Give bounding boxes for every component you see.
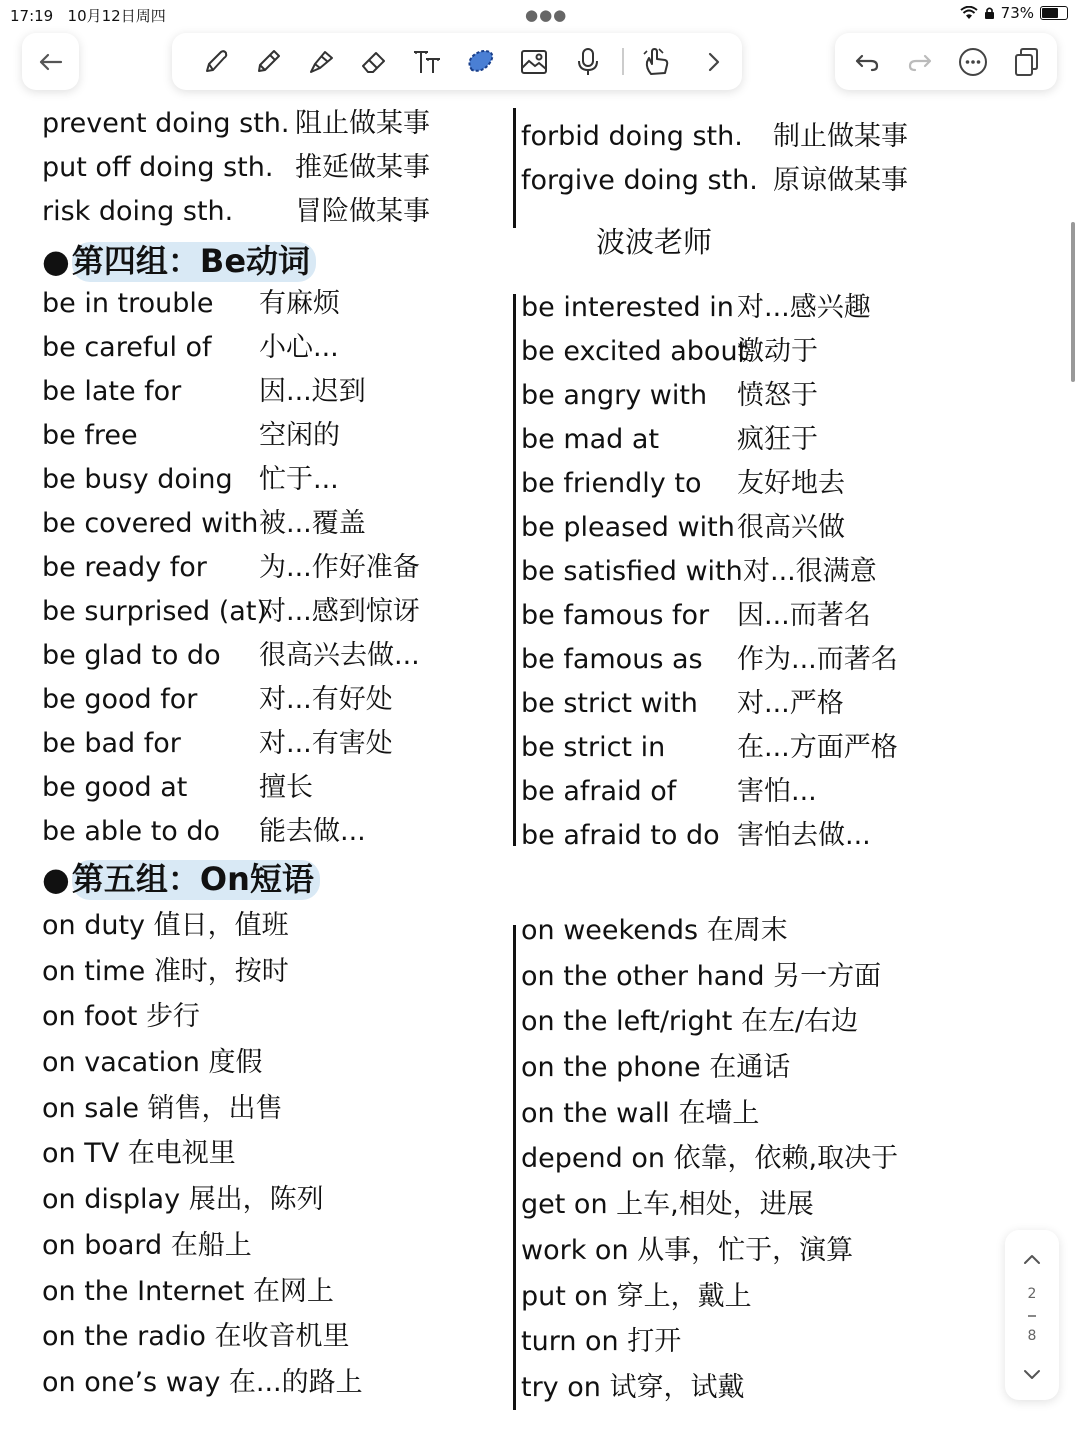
redo-button[interactable] [900,33,940,90]
phrase-cn: 很高兴去做... [259,640,420,671]
previous-page-button[interactable] [1016,1244,1048,1276]
list-item [42,903,363,949]
phrase-en: on display [42,1184,181,1216]
phrase-cn: 小心... [259,332,339,363]
group5-left-list [42,903,363,1406]
author-note: 波波老师 [596,225,713,259]
phrase-en: be afraid of [521,776,677,807]
list-item [42,282,340,326]
lock-rotation-icon [984,6,995,20]
list-item [42,146,430,190]
list-item [42,1269,363,1315]
list-item [42,810,366,854]
phrase-en: on the wall [521,1097,670,1129]
multitask-dots-icon[interactable]: ●●● [525,6,568,24]
phrase-en: be famous for [521,600,710,631]
phrase-en: be afraid to do [521,820,720,851]
phrase-cn: 冒险做某事 [295,196,430,227]
phrase-en: be friendly to [521,468,702,499]
list-item [42,949,363,995]
phrase-en: be good at [42,772,188,803]
list-item [521,908,898,954]
text-tool-icon [411,46,443,78]
phrase-cn: 在墙上 [678,1097,760,1129]
group4-title: 第四组：Be动词 [72,242,316,282]
phrase-cn: 在...方面严格 [737,732,898,763]
list-item [42,678,393,722]
phrase-cn: 对...很满意 [743,556,877,587]
page-navigator [1005,1230,1059,1400]
phrase-cn: 有麻烦 [259,288,340,319]
more-icon [957,46,989,78]
more-button[interactable] [953,33,993,90]
phrase-en: be good for [42,684,198,715]
list-item [521,1319,898,1365]
phrase-cn: 在左/右边 [740,1006,859,1038]
phrase-en: be strict in [521,732,666,763]
phrase-cn: 在船上 [170,1229,252,1261]
phrase-en: be interested in [521,292,734,323]
phrase-en: on TV [42,1138,120,1170]
list-item [42,1086,363,1132]
phrase-cn: 很高兴做 [737,512,845,543]
status-time: 17:19 [10,7,54,25]
phrase-en: be able to do [42,816,221,847]
finger-draw-button[interactable] [637,33,677,90]
list-item [521,726,898,770]
chevron-right-icon [698,46,730,78]
list-item [42,1223,363,1269]
phrase-en: on the phone [521,1052,701,1084]
top-left-list [42,102,430,234]
list-item [521,638,898,682]
list-item [42,590,420,634]
phrase-en: on the Internet [42,1275,245,1307]
group4-heading: ●第四组：Be动词 [42,236,316,282]
top-right-list [521,115,908,203]
pen-tool-button[interactable] [196,33,236,90]
phrase-cn: 依靠，依赖,取决于 [673,1143,899,1175]
status-bar [0,0,1080,28]
list-item [42,994,363,1040]
undo-icon [851,46,883,78]
phrase-cn: 友好地去 [737,468,845,499]
list-item [521,1182,898,1228]
list-item [42,1040,363,1086]
phrase-cn: 愤怒于 [737,380,818,411]
phrase-cn: 因...而著名 [737,600,871,631]
wifi-icon [960,6,978,20]
phrase-en: be strict with [521,688,698,719]
phrase-en: on time [42,955,146,987]
phrase-cn: 准时，按时 [153,955,289,987]
list-item [42,766,313,810]
group5-heading: ●第五组：On短语 [42,854,320,900]
phrase-en: be glad to do [42,640,221,671]
phrase-cn: 穿上，戴上 [616,1280,752,1312]
phrase-en: put off doing sth. [42,152,274,183]
more-tools-button[interactable] [694,33,734,90]
list-item [521,682,844,726]
phrase-en: prevent doing sth. [42,108,290,139]
phrase-cn: 疯狂于 [737,424,818,455]
image-tool-button[interactable] [514,33,554,90]
back-arrow-icon [35,46,67,78]
group4-right-list [521,286,898,858]
phrase-cn: 对...感兴趣 [737,292,871,323]
phrase-cn: 打开 [627,1326,682,1358]
current-page-number: 2 [1027,1286,1037,1302]
highlighter-tool-button[interactable] [301,33,341,90]
list-item [521,550,877,594]
phrase-cn: 在...的路上 [228,1366,363,1398]
back-button[interactable] [22,33,79,90]
phrase-en: be surprised (at) [42,596,267,627]
phrase-en: try on [521,1371,601,1403]
microphone-icon [572,46,604,78]
status-time-date [10,5,166,26]
phrase-en: be mad at [521,424,660,455]
list-item [42,1360,363,1406]
phrase-cn: 另一方面 [773,960,882,992]
drawing-toolbar [172,33,742,90]
phrase-en: get on [521,1189,608,1221]
list-item [42,546,420,590]
phrase-cn: 害怕去做... [737,820,871,851]
handwritten-divider [513,108,516,228]
eraser-tool-button[interactable] [354,33,394,90]
list-item [42,634,420,678]
battery-icon [1040,6,1068,20]
handwritten-divider [513,925,516,1410]
phrase-en: forgive doing sth. [521,165,758,196]
phrase-en: be free [42,420,138,451]
phrase-en: put on [521,1280,609,1312]
phrase-cn: 对...有好处 [259,684,393,715]
phrase-cn: 推延做某事 [295,152,430,183]
phrase-cn: 展出，陈列 [188,1184,324,1216]
list-item [521,594,871,638]
phrase-en: be satisfied with [521,556,743,587]
scroll-indicator[interactable] [1071,222,1075,382]
list-item [521,770,817,814]
list-item [521,1136,898,1182]
phrase-cn: 步行 [145,1001,200,1033]
phrase-en: on sale [42,1092,139,1124]
list-item [42,414,340,458]
pen-icon [200,46,232,78]
list-item [521,418,818,462]
phrase-en: be excited about [521,336,749,367]
phrase-cn: 为...作好准备 [259,552,420,583]
phrase-cn: 原谅做某事 [773,165,908,196]
list-item [42,370,366,414]
lasso-icon [464,46,496,78]
pencil-icon [252,46,284,78]
phrase-cn: 在网上 [252,1275,334,1307]
list-item [42,1314,363,1360]
back-card [22,33,79,90]
phrase-cn: 对...严格 [737,688,844,719]
phrase-cn: 害怕... [737,776,817,807]
list-item [521,1091,898,1137]
phrase-en: on weekends [521,915,699,946]
phrase-en: on vacation [42,1047,200,1079]
phrase-en: be in trouble [42,288,214,319]
phrase-en: be covered with [42,508,259,539]
list-item [521,1045,898,1091]
status-date: 10月12日周四 [67,7,166,25]
list-item [42,1177,363,1223]
phrase-en: be ready for [42,552,207,583]
list-item [521,286,871,330]
battery-fill [1042,8,1058,18]
phrase-en: be angry with [521,380,708,411]
phrase-en: on the radio [42,1321,206,1353]
phrase-cn: 空闲的 [259,420,340,451]
list-item [521,330,818,374]
list-item [521,159,908,203]
list-item [521,374,818,418]
phrase-en: forbid doing sth. [521,121,743,152]
battery-percent: 73% [1000,4,1034,22]
status-right [960,4,1068,22]
chevron-up-icon [1016,1244,1048,1276]
phrase-en: be busy doing [42,464,233,495]
text-tool-button[interactable] [407,33,447,90]
list-item [521,999,898,1045]
handwritten-divider [513,294,516,846]
phrase-cn: 因...迟到 [259,376,366,407]
list-item [42,722,393,766]
phrase-cn: 在通话 [709,1052,791,1084]
phrase-cn: 擅长 [259,772,313,803]
next-page-button[interactable] [1016,1358,1048,1390]
phrase-cn: 在周末 [706,915,788,946]
highlighter-icon [305,46,337,78]
list-item [521,954,898,1000]
phrase-cn: 销售，出售 [147,1092,283,1124]
phrase-cn: 忙于... [259,464,339,495]
phrase-en: be careful of [42,332,212,363]
phrase-en: on foot [42,1001,138,1033]
phrase-cn: 对...有害处 [259,728,393,759]
phrase-cn: 从事，忙于，演算 [637,1234,854,1266]
pencil-tool-button[interactable] [248,33,288,90]
page-divider [1028,1315,1036,1317]
list-item [521,115,908,159]
phrase-cn: 度假 [208,1047,263,1079]
list-item [521,462,845,506]
phrase-cn: 值日，值班 [153,910,289,941]
list-item [42,190,430,234]
phrase-cn: 在电视里 [127,1138,236,1170]
phrase-en: on the left/right [521,1006,733,1038]
phrase-cn: 对...感到惊讶 [259,596,420,627]
phrase-en: on the other hand [521,960,765,992]
phrase-cn: 上车,相处，进展 [616,1189,814,1221]
undo-button[interactable] [847,33,887,90]
list-item [42,102,430,146]
record-tool-button[interactable] [568,33,608,90]
chevron-down-icon [1016,1358,1048,1390]
toolbar-divider [622,48,624,75]
list-item [42,458,339,502]
phrase-en: be famous as [521,644,703,675]
phrase-cn: 作为...而著名 [737,644,898,675]
total-pages-number: 8 [1027,1328,1037,1344]
phrase-en: risk doing sth. [42,196,234,227]
eraser-icon [358,46,390,78]
phrase-en: depend on [521,1143,665,1175]
phrase-en: on duty [42,910,146,941]
list-item [521,1228,898,1274]
phrase-cn: 阻止做某事 [295,108,430,139]
list-item [521,1365,898,1411]
phrase-cn: 制止做某事 [773,121,908,152]
phrase-en: work on [521,1234,629,1266]
finger-draw-icon [641,46,673,78]
group4-left-list [42,282,420,854]
phrase-en: be late for [42,376,182,407]
phrase-cn: 试穿，试戴 [609,1371,745,1403]
list-item [521,814,871,858]
list-item [42,326,339,370]
lasso-tool-button[interactable] [460,33,500,90]
group5-title: 第五组：On短语 [72,860,320,900]
phrase-cn: 激动于 [737,336,818,367]
phrase-en: turn on [521,1326,619,1358]
list-item [521,1274,898,1320]
phrase-en: on one’s way [42,1366,221,1398]
image-icon [518,46,550,78]
pages-icon [1010,46,1042,78]
group5-right-list [521,908,898,1411]
phrase-cn: 被...覆盖 [259,508,366,539]
phrase-en: be bad for [42,728,181,759]
actions-toolbar [835,33,1057,90]
list-item [42,1131,363,1177]
list-item [42,502,366,546]
phrase-cn: 能去做... [259,816,366,847]
phrase-en: be pleased with [521,512,735,543]
list-item [521,506,845,550]
redo-icon [904,46,936,78]
pages-button[interactable] [1006,33,1046,90]
phrase-cn: 在收音机里 [214,1321,350,1353]
phrase-en: on board [42,1229,163,1261]
